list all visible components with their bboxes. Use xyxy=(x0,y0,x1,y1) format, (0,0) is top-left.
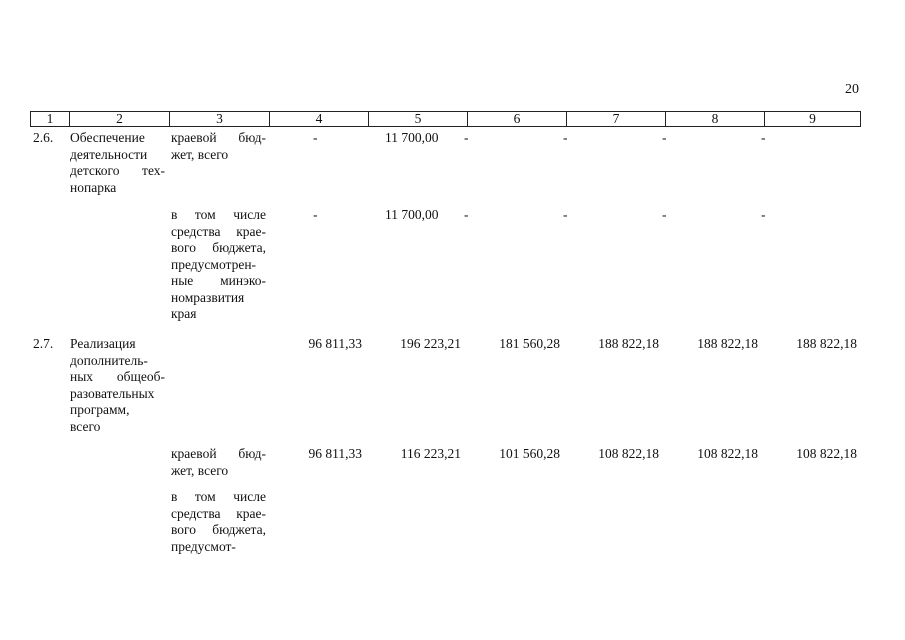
source-line: средства крае- xyxy=(171,505,266,521)
header-col-1: 1 xyxy=(46,111,54,126)
name-line: дополнитель- xyxy=(70,352,148,368)
table-header-row xyxy=(30,111,861,127)
source-line: номразвития xyxy=(171,289,245,305)
value-col-8: 108 822,18 xyxy=(697,446,758,461)
value-col-8: - xyxy=(662,130,667,145)
value-col-5: 196 223,21 xyxy=(400,336,461,351)
row-source-cell xyxy=(171,130,266,163)
name-line: ных общеоб- xyxy=(70,369,165,384)
header-col-2: 2 xyxy=(116,111,123,126)
header-col-4: 4 xyxy=(315,111,323,126)
value-col-6: - xyxy=(464,130,469,145)
source-line: жет, всего xyxy=(171,462,229,478)
name-line: программ, xyxy=(70,402,130,417)
value-col-7: - xyxy=(563,207,568,222)
row-source-cell xyxy=(171,446,266,479)
header-col-5: 5 xyxy=(414,111,422,126)
header-col-6: 6 xyxy=(513,111,521,126)
value-col-7: 108 822,18 xyxy=(598,446,659,461)
name-line: Реализация xyxy=(70,336,136,351)
header-col-7: 7 xyxy=(612,111,620,126)
source-line: в том числе xyxy=(171,489,266,504)
source-line: средства крае- xyxy=(171,223,266,239)
value-col-9: - xyxy=(761,207,766,222)
value-col-6: 181 560,28 xyxy=(499,336,560,351)
value-col-9: 108 822,18 xyxy=(796,446,857,461)
value-col-4: - xyxy=(313,130,318,145)
value-col-5: 11 700,00 xyxy=(385,207,439,222)
value-col-4: 96 811,33 xyxy=(308,446,362,461)
row-source-cell xyxy=(171,207,266,323)
name-line: деятельности xyxy=(70,146,148,162)
source-line: краевой бюд- xyxy=(171,130,266,145)
row-number: 2.6. xyxy=(33,130,54,145)
value-col-7: - xyxy=(563,130,568,145)
row-number: 2.7. xyxy=(33,336,54,351)
value-col-6: - xyxy=(464,207,469,222)
value-col-9: - xyxy=(761,130,766,145)
row-name-cell xyxy=(70,336,165,435)
header-col-9: 9 xyxy=(809,111,816,126)
value-col-5: 11 700,00 xyxy=(385,130,439,145)
header-col-3: 3 xyxy=(216,111,223,126)
source-line: в том числе xyxy=(171,207,266,222)
value-col-9: 188 822,18 xyxy=(796,336,857,351)
value-col-4: 96 811,33 xyxy=(308,336,362,351)
value-col-8: - xyxy=(662,207,667,222)
value-col-7: 188 822,18 xyxy=(598,336,659,351)
source-line: жет, всего xyxy=(171,146,229,162)
row-name-cell xyxy=(70,130,165,196)
name-line: Обеспечение xyxy=(70,130,145,145)
value-col-4: - xyxy=(313,207,318,222)
value-col-8: 188 822,18 xyxy=(697,336,758,351)
source-line: вого бюджета, xyxy=(171,240,266,255)
name-line: всего xyxy=(70,418,101,434)
value-col-5: 116 223,21 xyxy=(400,446,461,461)
row-source-cell xyxy=(171,489,266,555)
header-col-8: 8 xyxy=(711,111,719,126)
page-number: 20 xyxy=(845,82,859,97)
source-line: вого бюджета, xyxy=(171,522,266,537)
source-line: предусмот- xyxy=(171,538,236,554)
value-col-6: 101 560,28 xyxy=(499,446,560,461)
source-line: предусмотрен- xyxy=(171,256,257,272)
source-line: ные минэко- xyxy=(171,273,266,288)
source-line: краевой бюд- xyxy=(171,446,266,461)
name-line: нопарка xyxy=(70,179,117,195)
source-line: края xyxy=(171,306,197,321)
name-line: детского тех- xyxy=(70,163,165,178)
name-line: разовательных xyxy=(70,385,155,401)
